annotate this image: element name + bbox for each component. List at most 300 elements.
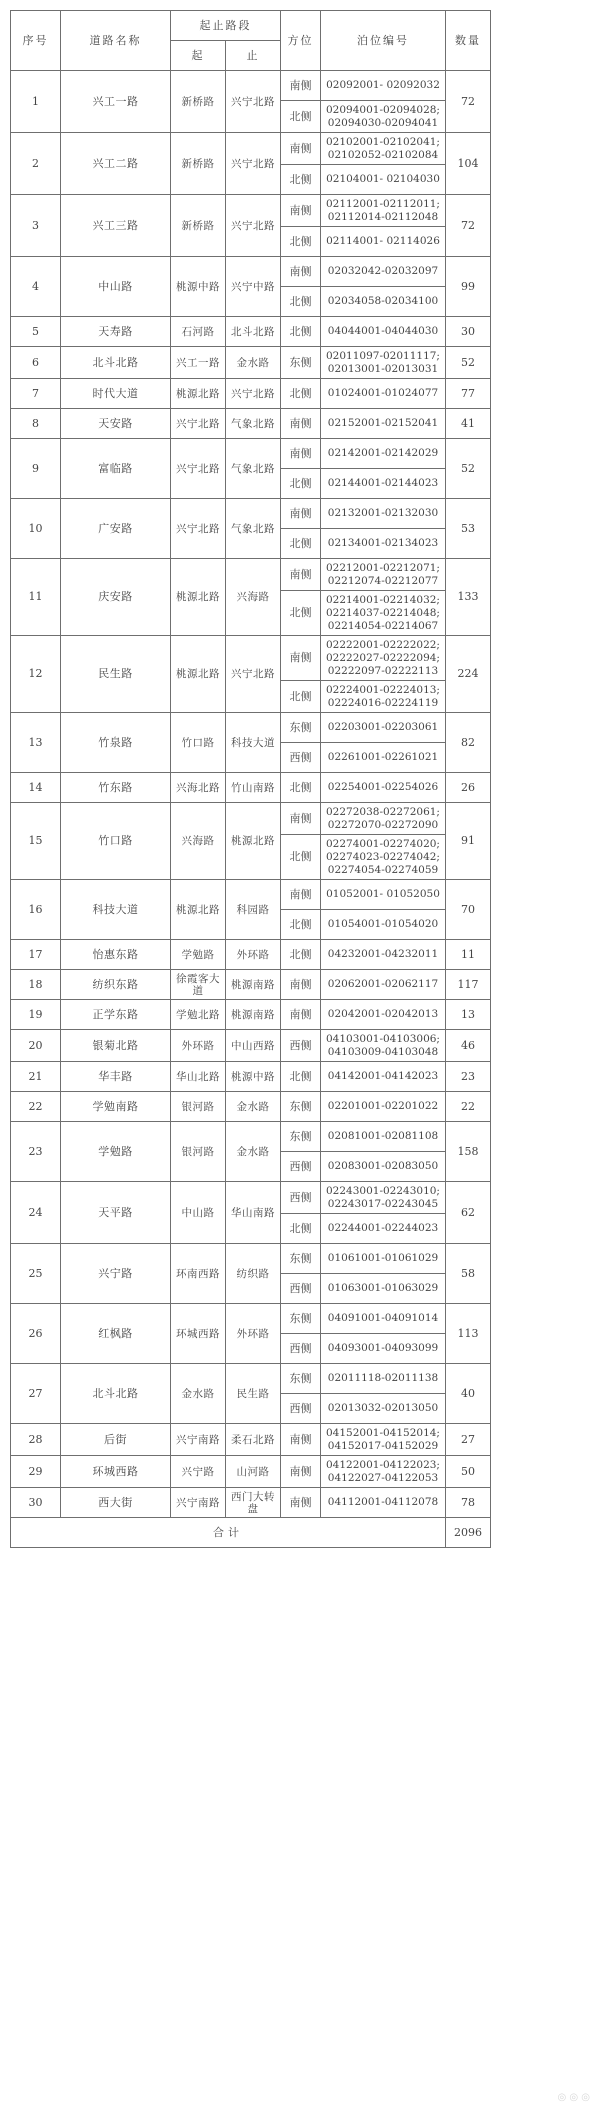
road-name: 学勉南路 [61,1092,171,1122]
table-row [11,1456,491,1488]
road-name: 竹口路 [61,803,171,880]
berth-count: 50 [446,1456,491,1488]
row-number: 17 [11,940,61,970]
side-cell: 东侧 [281,713,321,743]
berth-range-cell [321,803,446,835]
section-from: 桃源中路 [171,257,226,317]
berth-count: 30 [446,317,491,347]
road-name: 怡惠东路 [61,940,171,970]
section-from: 桃源北路 [171,559,226,636]
section-to: 外环路 [226,1304,281,1364]
row-number: 16 [11,880,61,940]
header-from: 起 [171,41,226,71]
row-number: 23 [11,1122,61,1182]
road-name: 西大街 [61,1488,171,1518]
berth-range: 02062001-02062117 [327,978,439,990]
road-name: 华丰路 [61,1062,171,1092]
table-row [11,773,491,803]
side-cell: 东侧 [281,1244,321,1274]
road-name: 庆安路 [61,559,171,636]
berth-range: 02152001-02152041 [327,417,439,429]
berth-range-cell [321,1274,446,1304]
section-from: 兴工一路 [171,347,226,379]
berth-range-cell [321,347,446,379]
berth-range: 02274023-02274042; [326,850,440,863]
row-number: 12 [11,636,61,713]
berth-range: 01052001- 01052050 [326,888,440,900]
berth-range-cell [321,910,446,940]
berth-range: 02214054-02214067 [327,619,439,632]
berth-count: 41 [446,409,491,439]
section-from: 中山路 [171,1182,226,1244]
table-row [11,257,491,287]
table-row [11,499,491,529]
berth-range: 02013032-02013050 [327,1402,439,1414]
side-cell: 西侧 [281,1274,321,1304]
berth-range: 02243017-02243045 [327,1197,439,1210]
berth-range: 02222097-02222113 [327,664,439,677]
berth-range: 02102052-02102084 [327,148,439,161]
section-from: 兴宁南路 [171,1424,226,1456]
section-from: 新桥路 [171,195,226,257]
table-row [11,1030,491,1062]
side-cell: 南侧 [281,133,321,165]
berth-count: 53 [446,499,491,559]
berth-range: 02013001-02013031 [327,362,439,375]
table-row [11,713,491,743]
berth-count: 72 [446,71,491,133]
berth-range-cell [321,1092,446,1122]
berth-range: 02222027-02222094; [326,651,440,664]
header-to: 止 [226,41,281,71]
berth-range: 02092001- 02092032 [326,79,440,91]
berth-range: 04091001-04091014 [327,1312,439,1324]
berth-range-cell [321,713,446,743]
berth-count: 40 [446,1364,491,1424]
section-from: 兴宁北路 [171,409,226,439]
berth-range-cell [321,681,446,713]
table-row [11,347,491,379]
row-number: 26 [11,1304,61,1364]
section-from: 兴宁路 [171,1456,226,1488]
berth-range-cell [321,559,446,591]
table-row [11,1364,491,1394]
berth-range-cell [321,499,446,529]
berth-range-cell [321,773,446,803]
side-cell: 东侧 [281,1364,321,1394]
row-number: 2 [11,133,61,195]
row-number: 5 [11,317,61,347]
berth-range: 02042001-02042013 [327,1008,439,1020]
section-from: 金水路 [171,1364,226,1424]
berth-range: 02274001-02274020; [326,837,440,850]
section-to: 金水路 [226,347,281,379]
row-number: 25 [11,1244,61,1304]
table-row [11,636,491,681]
berth-range-cell [321,195,446,227]
berth-range-cell [321,1152,446,1182]
side-cell: 南侧 [281,803,321,835]
section-to: 山河路 [226,1456,281,1488]
section-from: 兴海北路 [171,773,226,803]
section-to: 纺织路 [226,1244,281,1304]
road-name: 兴工一路 [61,71,171,133]
berth-range-cell [321,379,446,409]
side-cell: 北侧 [281,1062,321,1092]
berth-count: 26 [446,773,491,803]
section-to: 中山西路 [226,1030,281,1062]
side-cell: 东侧 [281,1122,321,1152]
road-name: 民生路 [61,636,171,713]
table-row [11,1244,491,1274]
berth-count: 46 [446,1030,491,1062]
berth-range: 02134001-02134023 [327,537,439,549]
berth-range-cell [321,1424,446,1456]
header-berth: 泊位编号 [321,11,446,71]
side-cell: 南侧 [281,1424,321,1456]
section-to: 金水路 [226,1092,281,1122]
row-number: 24 [11,1182,61,1244]
side-cell: 北侧 [281,835,321,880]
side-cell: 西侧 [281,1182,321,1214]
berth-range: 02203001-02203061 [327,721,439,733]
section-from: 新桥路 [171,71,226,133]
berth-range-cell [321,469,446,499]
road-name: 富临路 [61,439,171,499]
section-to: 外环路 [226,940,281,970]
table-row [11,803,491,835]
total-value: 2096 [446,1518,491,1548]
side-cell: 西侧 [281,1394,321,1424]
row-number: 6 [11,347,61,379]
berth-range: 02214001-02214032; [326,593,440,606]
row-number: 3 [11,195,61,257]
berth-range: 02094030-02094041 [327,116,439,129]
berth-range-cell [321,591,446,636]
total-row [11,1518,491,1548]
berth-range-cell [321,1364,446,1394]
section-from: 银河路 [171,1122,226,1182]
row-number: 8 [11,409,61,439]
total-label: 合计 [11,1518,446,1548]
berth-range-cell [321,529,446,559]
section-from: 学勉路 [171,940,226,970]
berth-range: 04044001-04044030 [327,325,439,337]
berth-range: 01063001-01063029 [327,1282,439,1294]
berth-range-cell [321,636,446,681]
side-cell: 南侧 [281,439,321,469]
berth-range-cell [321,257,446,287]
parking-berth-table [10,10,491,1548]
road-name: 后街 [61,1424,171,1456]
berth-range: 02212001-02212071; [326,561,440,574]
berth-range-cell [321,743,446,773]
berth-count: 113 [446,1304,491,1364]
road-name: 竹泉路 [61,713,171,773]
row-number: 15 [11,803,61,880]
berth-count: 52 [446,347,491,379]
berth-range-cell [321,1244,446,1274]
berth-range-cell [321,1488,446,1518]
section-to: 桃源北路 [226,803,281,880]
section-to: 科园路 [226,880,281,940]
berth-range: 02244001-02244023 [327,1222,439,1234]
road-name: 北斗北路 [61,1364,171,1424]
row-number: 27 [11,1364,61,1424]
section-to: 兴宁北路 [226,379,281,409]
side-cell: 北侧 [281,379,321,409]
berth-range: 02201001-02201022 [327,1100,439,1112]
berth-range: 01024001-01024077 [327,387,439,399]
side-cell: 北侧 [281,317,321,347]
section-from: 环城西路 [171,1304,226,1364]
section-to: 西门大转盘 [226,1488,281,1518]
side-cell: 东侧 [281,347,321,379]
table-row [11,1122,491,1152]
side-cell: 西侧 [281,743,321,773]
road-name: 天平路 [61,1182,171,1244]
side-cell: 南侧 [281,1456,321,1488]
berth-range: 02032042-02032097 [327,265,439,277]
berth-range: 02243001-02243010; [326,1184,440,1197]
berth-range-cell [321,1062,446,1092]
berth-range-cell [321,1304,446,1334]
berth-range: 04112001-04112078 [327,1496,439,1508]
berth-count: 117 [446,970,491,1000]
header-road: 道路名称 [61,11,171,71]
berth-range: 04122001-04122023; [326,1458,440,1471]
side-cell: 南侧 [281,1000,321,1030]
section-from: 银河路 [171,1092,226,1122]
road-name: 天寿路 [61,317,171,347]
berth-count: 27 [446,1424,491,1456]
side-cell: 东侧 [281,1092,321,1122]
road-name: 学勉路 [61,1122,171,1182]
berth-range: 02132001-02132030 [327,507,439,519]
road-name: 时代大道 [61,379,171,409]
side-cell: 北侧 [281,101,321,133]
side-cell: 西侧 [281,1152,321,1182]
berth-count: 62 [446,1182,491,1244]
row-number: 18 [11,970,61,1000]
berth-range: 02034058-02034100 [327,295,439,307]
section-from: 兴海路 [171,803,226,880]
table-row [11,1000,491,1030]
berth-count: 22 [446,1092,491,1122]
table-row [11,1424,491,1456]
section-to: 华山南路 [226,1182,281,1244]
row-number: 28 [11,1424,61,1456]
berth-range-cell [321,409,446,439]
berth-range: 04103001-04103006; [326,1032,440,1045]
berth-range: 04142001-04142023 [327,1070,439,1082]
row-number: 29 [11,1456,61,1488]
section-to: 桃源南路 [226,1000,281,1030]
row-number: 9 [11,439,61,499]
section-from: 石河路 [171,317,226,347]
berth-range: 02224016-02224119 [327,696,439,709]
berth-range: 02224001-02224013; [326,683,440,696]
side-cell: 西侧 [281,1334,321,1364]
section-to: 桃源南路 [226,970,281,1000]
berth-range: 04093001-04093099 [327,1342,439,1354]
berth-range: 02261001-02261021 [327,751,439,763]
berth-count: 72 [446,195,491,257]
berth-range: 04152001-04152014; [326,1426,440,1439]
berth-range: 01054001-01054020 [327,918,439,930]
road-name: 环城西路 [61,1456,171,1488]
road-name: 天安路 [61,409,171,439]
berth-range: 01061001-01061029 [327,1252,439,1264]
berth-range: 02272070-02272090 [327,818,439,831]
table-row [11,379,491,409]
side-cell: 南侧 [281,71,321,101]
side-cell: 北侧 [281,469,321,499]
row-number: 20 [11,1030,61,1062]
berth-range-cell [321,1030,446,1062]
table-row [11,1182,491,1214]
section-from: 新桥路 [171,133,226,195]
road-name: 北斗北路 [61,347,171,379]
side-cell: 南侧 [281,409,321,439]
section-from: 兴宁南路 [171,1488,226,1518]
berth-count: 77 [446,379,491,409]
section-from: 华山北路 [171,1062,226,1092]
side-cell: 南侧 [281,636,321,681]
road-name: 中山路 [61,257,171,317]
side-cell: 南侧 [281,1488,321,1518]
row-number: 21 [11,1062,61,1092]
berth-range-cell [321,1456,446,1488]
table-row [11,439,491,469]
berth-range-cell [321,133,446,165]
berth-range-cell [321,880,446,910]
section-to: 兴宁北路 [226,195,281,257]
side-cell: 北侧 [281,773,321,803]
row-number: 19 [11,1000,61,1030]
berth-count: 78 [446,1488,491,1518]
table-row [11,940,491,970]
side-cell: 北侧 [281,591,321,636]
berth-count: 158 [446,1122,491,1182]
row-number: 14 [11,773,61,803]
road-name: 科技大道 [61,880,171,940]
side-cell: 北侧 [281,227,321,257]
berth-range-cell [321,317,446,347]
row-number: 22 [11,1092,61,1122]
berth-count: 52 [446,439,491,499]
header-count: 数量 [446,11,491,71]
berth-range: 02254001-02254026 [327,781,439,793]
berth-range: 02272038-02272061; [326,805,440,818]
berth-range: 02112014-02112048 [327,210,439,223]
table-row [11,880,491,910]
section-from: 桃源北路 [171,636,226,713]
section-to: 民生路 [226,1364,281,1424]
section-from: 桃源北路 [171,379,226,409]
section-from: 徐霞客大道 [171,970,226,1000]
berth-range: 02011118-02011138 [327,1372,439,1384]
side-cell: 西侧 [281,1030,321,1062]
section-to: 柔石北路 [226,1424,281,1456]
road-name: 纺织东路 [61,970,171,1000]
side-cell: 北侧 [281,940,321,970]
berth-range: 02212074-02212077 [327,574,439,587]
table-row [11,1304,491,1334]
berth-range-cell [321,970,446,1000]
section-to: 兴宁北路 [226,636,281,713]
berth-range: 02144001-02144023 [327,477,439,489]
road-name: 竹东路 [61,773,171,803]
watermark-logo: ◎ ◎ ◎ [557,2092,590,2103]
berth-range-cell [321,1182,446,1214]
header-side: 方位 [281,11,321,71]
section-to: 兴宁北路 [226,133,281,195]
berth-range-cell [321,940,446,970]
table-row [11,317,491,347]
section-from: 环南西路 [171,1244,226,1304]
row-number: 7 [11,379,61,409]
section-to: 科技大道 [226,713,281,773]
berth-range-cell [321,1214,446,1244]
row-number: 30 [11,1488,61,1518]
berth-range: 02104001- 02104030 [326,173,440,185]
section-to: 兴海路 [226,559,281,636]
table-row [11,133,491,165]
side-cell: 东侧 [281,1304,321,1334]
road-name: 兴工三路 [61,195,171,257]
berth-range-cell [321,835,446,880]
section-to: 竹山南路 [226,773,281,803]
berth-range-cell [321,227,446,257]
berth-count: 91 [446,803,491,880]
section-to: 气象北路 [226,499,281,559]
road-name: 兴宁路 [61,1244,171,1304]
berth-range-cell [321,165,446,195]
table-body [11,71,491,1518]
section-from: 桃源北路 [171,880,226,940]
section-from: 竹口路 [171,713,226,773]
berth-range: 02083001-02083050 [327,1160,439,1172]
road-name: 广安路 [61,499,171,559]
berth-range-cell [321,287,446,317]
row-number: 13 [11,713,61,773]
side-cell: 南侧 [281,195,321,227]
berth-range: 02102001-02102041; [326,135,440,148]
road-name: 红枫路 [61,1304,171,1364]
berth-range-cell [321,1394,446,1424]
berth-range: 02112001-02112011; [326,197,440,210]
berth-range: 04122027-04122053 [327,1471,439,1484]
berth-range: 04103009-04103048 [327,1045,439,1058]
berth-range: 02214037-02214048; [326,606,440,619]
berth-range: 02011097-02011117; [326,349,440,362]
row-number: 10 [11,499,61,559]
berth-count: 104 [446,133,491,195]
berth-count: 224 [446,636,491,713]
berth-count: 58 [446,1244,491,1304]
side-cell: 北侧 [281,165,321,195]
table-row [11,970,491,1000]
section-to: 兴宁中路 [226,257,281,317]
table-row [11,409,491,439]
section-from: 外环路 [171,1030,226,1062]
berth-range: 02142001-02142029 [327,447,439,459]
side-cell: 南侧 [281,559,321,591]
berth-range-cell [321,71,446,101]
berth-range-cell [321,101,446,133]
section-to: 气象北路 [226,439,281,499]
